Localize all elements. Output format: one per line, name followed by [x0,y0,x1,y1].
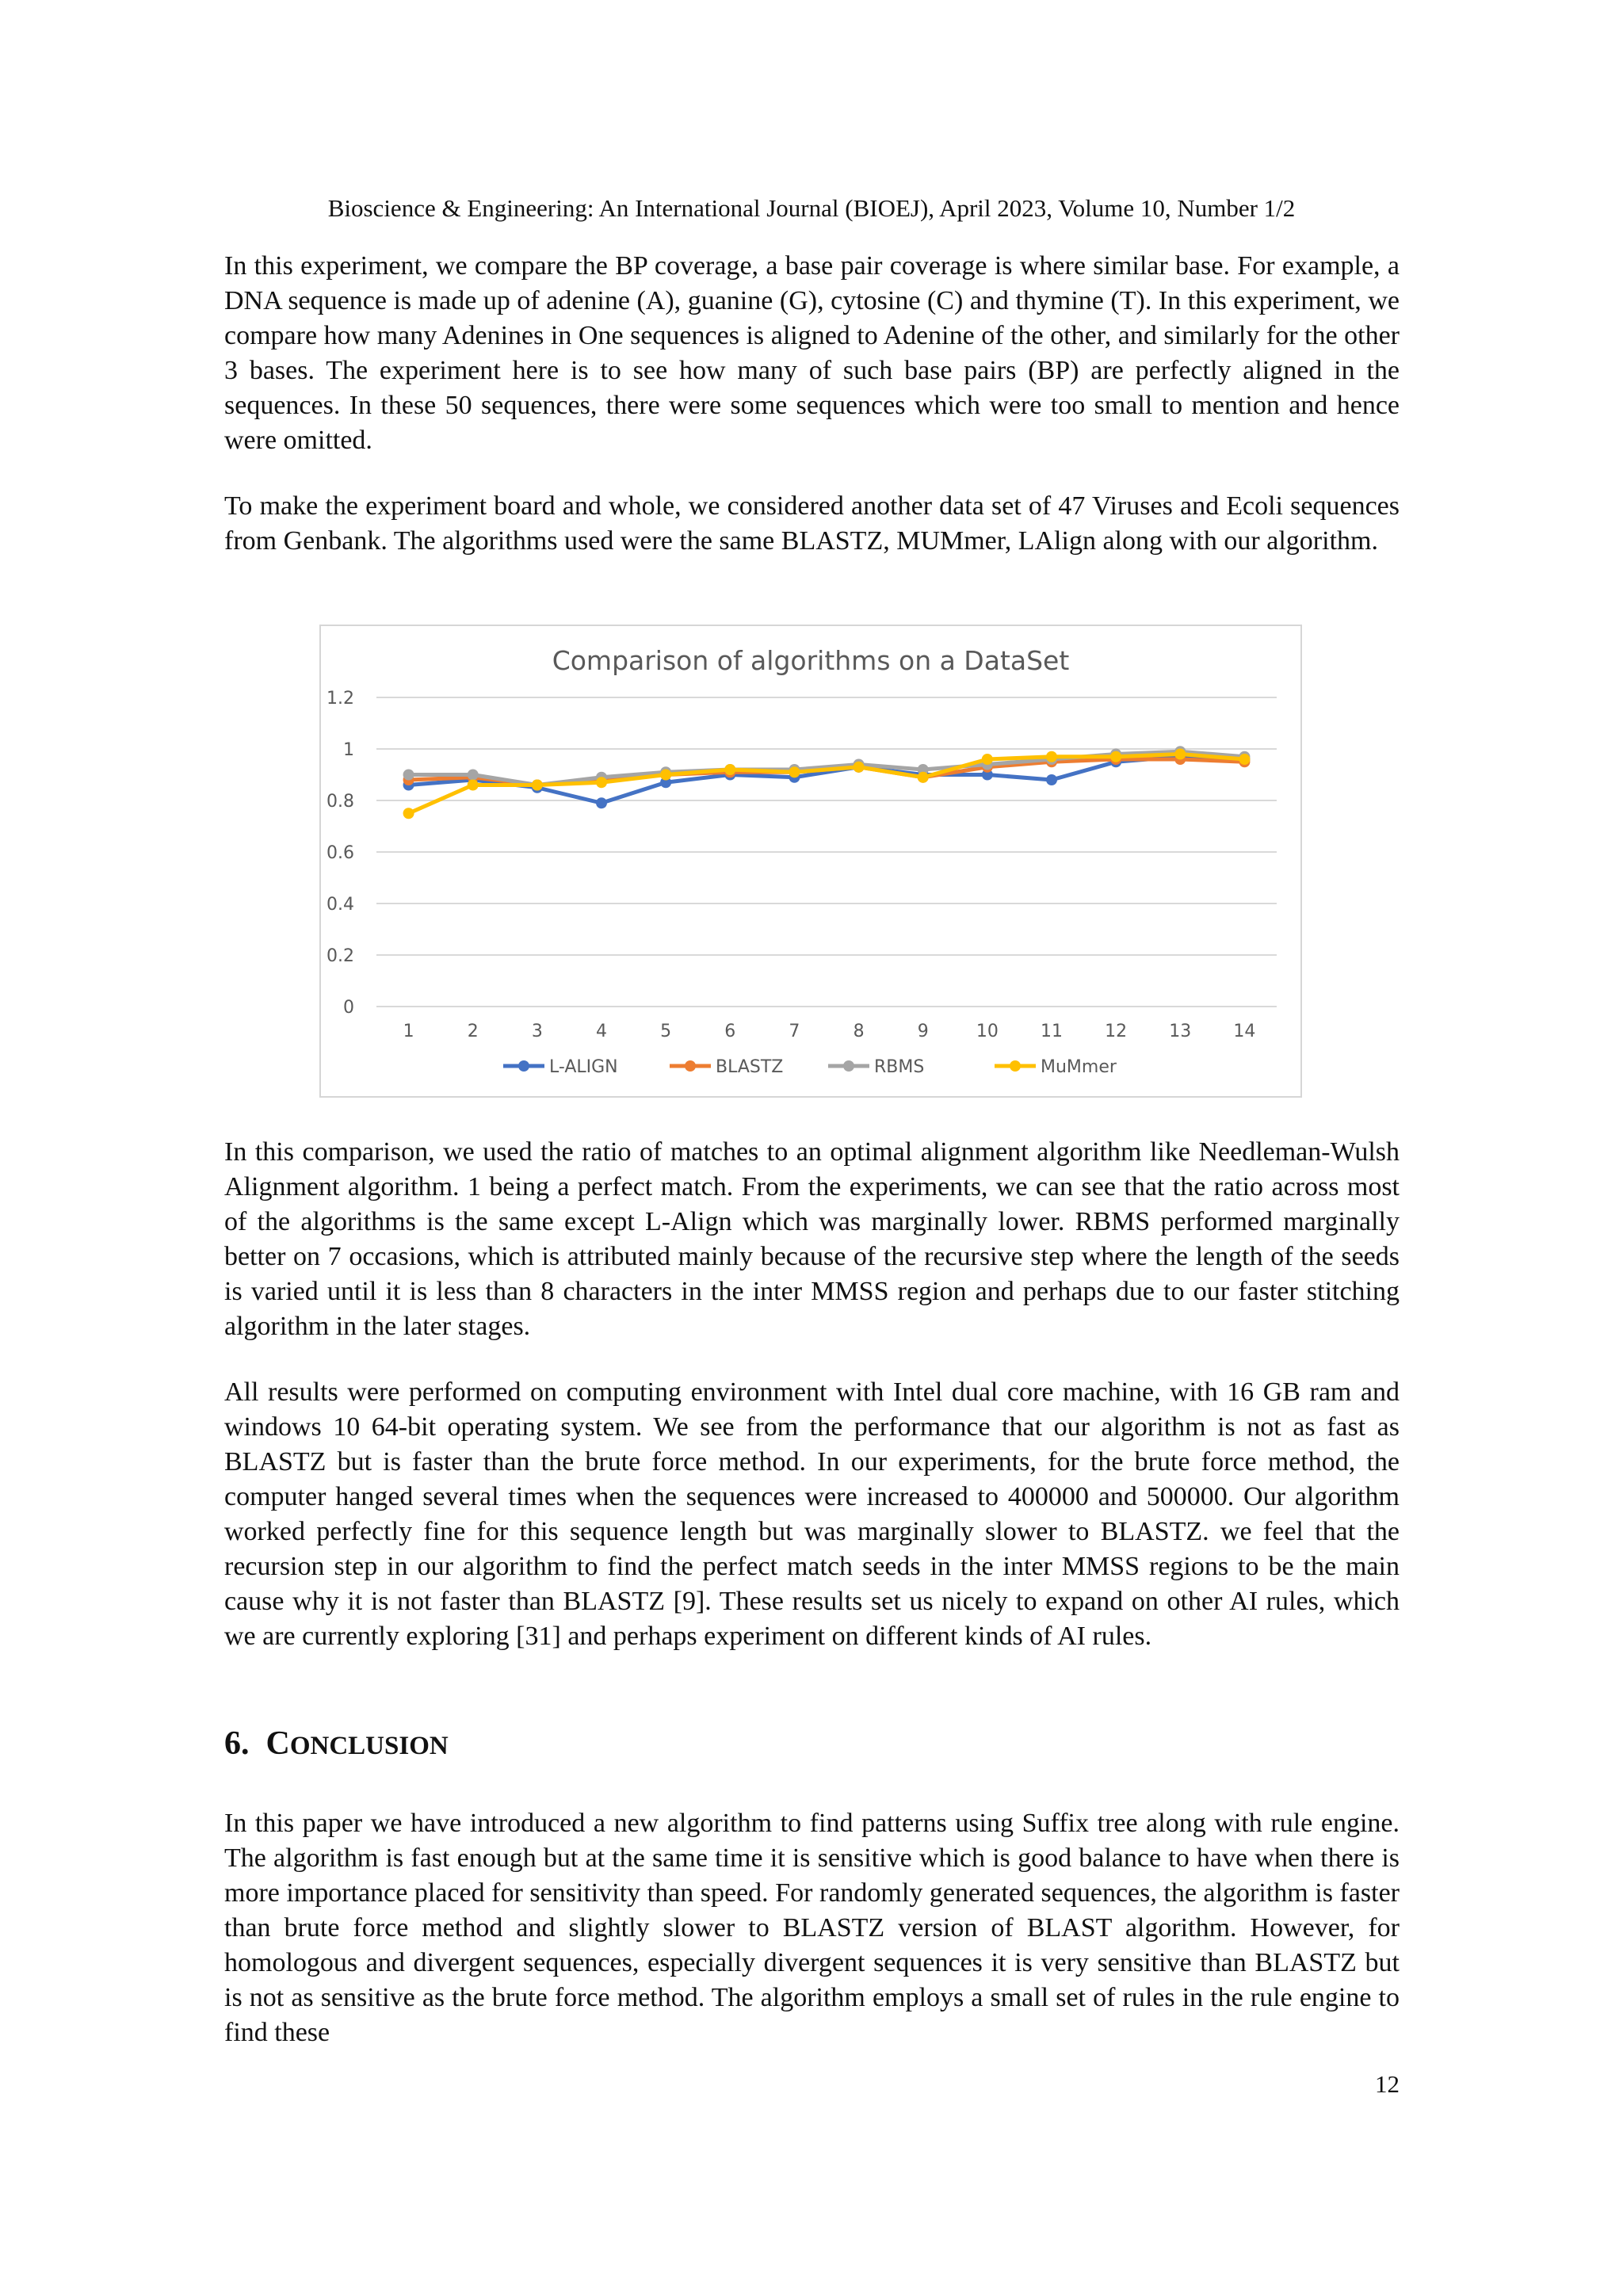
x-tick-label: 3 [531,1022,543,1041]
data-point-mummer [982,754,993,765]
running-header: Bioscience & Engineering: An International Journal (BIOEJ), April 2023, Volume 10, Number 1/2 [327,194,1296,222]
section-number: 6. [224,1725,250,1762]
data-point-mummer [918,772,929,783]
data-point-mummer [1174,749,1186,760]
legend-label-l-align: L-ALIGN [549,1057,618,1077]
data-point-mummer [789,766,800,777]
y-tick-label: 0 [343,998,354,1018]
x-tick-label: 2 [467,1022,479,1041]
x-tick-label: 9 [917,1022,929,1041]
legend-marker-blastz [685,1060,696,1072]
x-tick-label: 7 [789,1022,800,1041]
y-tick-label: 0.8 [327,792,354,812]
data-point-l-align [1046,774,1057,785]
data-point-mummer [854,762,865,773]
y-tick-label: 1.2 [327,689,354,709]
paragraph-conclusion: In this paper we have introduced a new algorithm to find patterns using Suffix tree along with rule engine. The algorithm is fast enough but at the same time it is sensitive which is good balance to have when there is more importance placed for sensitivity than speed. For randomly generated sequences, the algorithm is faster than brute force method and slightly slower to BLASTZ version of BLAST algorithm. However, for homologous and divergent sequences, especially divergent sequences it is very sensitive than BLASTZ but is not as sensitive as the brute force method. The algorithm employs a small set of rules in the rule engine to find these [224,1809,1400,2047]
y-tick-label: 0.6 [327,843,354,863]
data-point-rbms [403,770,414,781]
legend-label-rbms: RBMS [874,1057,925,1077]
x-tick-label: 8 [853,1022,865,1041]
chart-title: Comparison of algorithms on a DataSet [552,645,1070,676]
x-tick-label: 10 [976,1022,999,1041]
y-tick-label: 0.4 [327,895,354,915]
data-point-mummer [1239,754,1250,765]
x-tick-label: 12 [1105,1022,1128,1041]
legend-marker-mummer [1010,1060,1021,1072]
legend-label-mummer: MuMmer [1041,1057,1117,1077]
x-tick-label: 14 [1233,1022,1256,1041]
x-tick-label: 11 [1041,1022,1063,1041]
section-heading-conclusion [224,1725,449,1763]
data-point-mummer [660,770,671,781]
legend-marker-l-align [518,1060,529,1072]
data-point-l-align [596,797,607,808]
line-chart-figure [319,625,1302,1098]
paragraph-comparison: In this comparison, we used the ratio of matches to an optimal alignment algorithm like Needleman-Wulsh Alignment algorithm. 1 being a perfect match. From the experiments, we can see that the ratio across most of the algorithms is the same except L-Align which was marginally lower. RBMS performed marginally better on 7 occasions, which is attributed mainly because of the recursive step where the length of the seeds is varied until it is less than 8 characters in the inter MMSS region and perhaps due to our faster stitching algorithm in the later stages. [224,1137,1400,1341]
x-tick-label: 5 [660,1022,672,1041]
x-tick-label: 13 [1169,1022,1192,1041]
page-number: 12 [1375,2070,1400,2098]
line-chart [321,626,1300,1096]
paragraph-results: All results were performed on computing environment with Intel dual core machine, with 16 GB ram and windows 10 64-bit operating system. We see from the performance that our algorithm is not as fast as BLASTZ but is faster than the brute force method. In our experiments, for the brute force method, the computer hanged several times when the sequences were increased to 400000 and 500000. Our algorithm worked perfectly fine for this sequence length but was marginally slower to BLASTZ. we feel that the recursion step in our algorithm to find the perfect match seeds in the inter MMSS regions to be the main cause why it is not faster than BLASTZ [9]. These results set us nicely to expand on other AI rules, which we are currently exploring [31] and perhaps experiment on different kinds of AI rules. [224,1377,1400,1651]
legend-label-blastz: BLASTZ [716,1057,784,1077]
data-point-rbms [468,770,479,781]
data-point-mummer [596,777,607,788]
x-tick-label: 6 [724,1022,736,1041]
data-point-mummer [1046,751,1057,762]
x-tick-label: 1 [403,1022,414,1041]
legend-marker-rbms [843,1060,854,1072]
data-point-mummer [1110,751,1121,762]
data-point-mummer [532,780,543,791]
x-tick-label: 4 [596,1022,607,1041]
section-title-rest: ONCLUSION [289,1732,449,1760]
section-title-initial: C [265,1725,290,1762]
data-point-mummer [468,780,479,791]
data-point-mummer [724,764,735,775]
data-point-mummer [403,808,414,819]
y-tick-label: 0.2 [327,946,354,966]
y-tick-label: 1 [343,740,354,760]
paragraph-dataset: To make the experiment board and whole, we considered another data set of 47 Viruses and Ecoli sequences from Genbank. The algorithms used were the same BLASTZ, MUMmer, LAlign along with our algorithm. [224,491,1400,556]
paragraph-bp-coverage: In this experiment, we compare the BP coverage, a base pair coverage is where similar base. For example, a DNA sequence is made up of adenine (A), guanine (G), cytosine (C) and thymine (T). In this experiment, we compare how many Adenines in One sequences is aligned to Adenine of the other, and similarly for the other 3 bases. The experiment here is to see how many of such base pairs (BP) are perfectly aligned in the sequences. In these 50 sequences, there were some sequences which were too small to mention and hence were omitted. [224,251,1400,455]
